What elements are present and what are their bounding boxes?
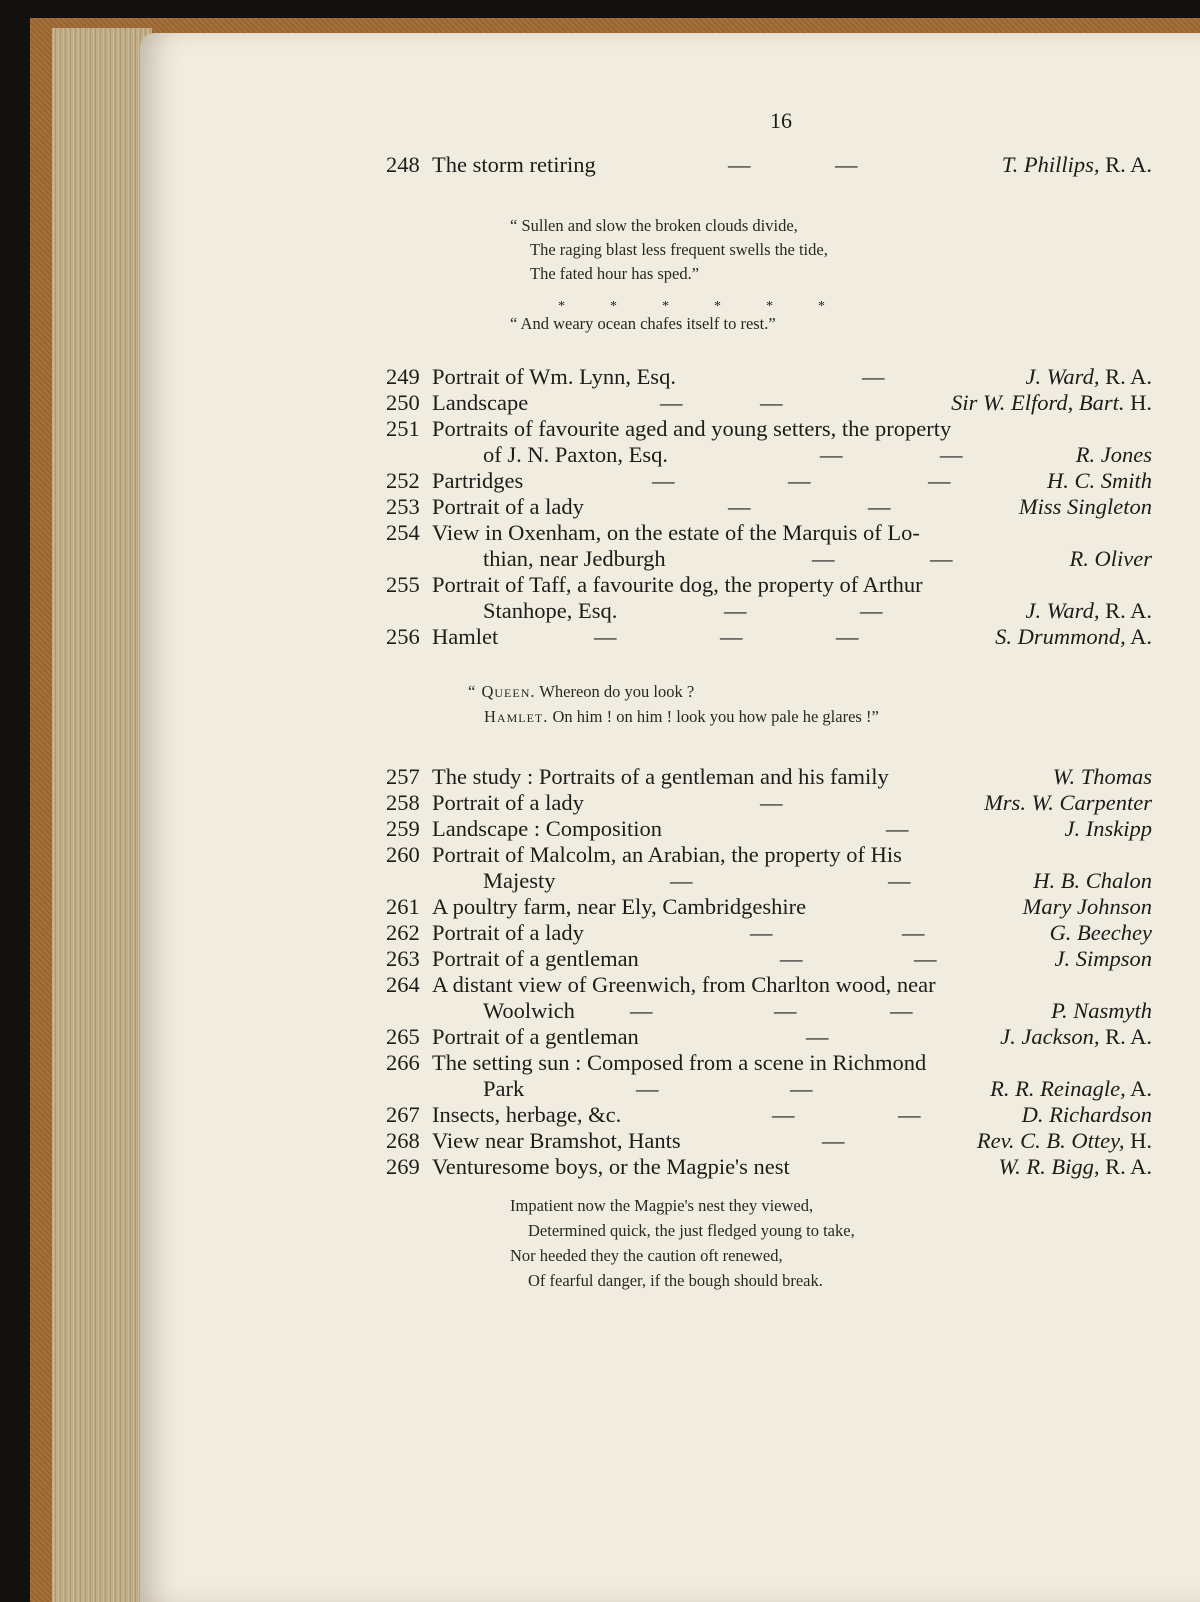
artist-name-italic: J. Ward, xyxy=(1025,364,1100,389)
entry-number: 258 xyxy=(386,790,420,815)
artist-rank: H. xyxy=(1124,390,1152,415)
entry-number: 249 xyxy=(386,364,420,389)
artist-name xyxy=(1026,597,1152,625)
speaker-queen: “ Queen. xyxy=(468,682,536,701)
entry-title: Partridges xyxy=(432,468,524,493)
catalogue-entry-continuation xyxy=(140,597,1200,625)
entry-number: 268 xyxy=(386,1128,420,1153)
dash-separator: — xyxy=(594,624,617,649)
dash-separator: — xyxy=(636,1076,659,1101)
dash-separator: — xyxy=(724,598,747,623)
artist-name xyxy=(1055,945,1153,973)
artist-name xyxy=(998,1153,1152,1181)
artist-name-italic: W. R. Bigg, xyxy=(998,1154,1100,1179)
artist-name-italic: J. Simpson xyxy=(1054,946,1152,971)
entry-title: Portrait of a lady xyxy=(432,920,584,945)
artist-rank: R. A. xyxy=(1099,1024,1152,1049)
dash-separator: — xyxy=(886,816,909,841)
catalogue-entry xyxy=(140,1153,1200,1181)
artist-name xyxy=(977,1127,1152,1155)
entry-title: Landscape xyxy=(432,390,529,415)
entry-number: 266 xyxy=(386,1050,420,1075)
entry-title: View near Bramshot, Hants xyxy=(432,1128,681,1153)
catalogue-entry xyxy=(140,893,1200,921)
dash-separator: — xyxy=(670,868,693,893)
artist-name xyxy=(1050,919,1152,947)
artist-name xyxy=(1051,997,1152,1025)
artist-name-italic: R. Jones xyxy=(1075,442,1152,467)
catalogue-entry xyxy=(140,467,1200,495)
entry-title-continued: Majesty xyxy=(483,868,556,893)
dash-separator: — xyxy=(888,868,911,893)
entry-number: 255 xyxy=(386,572,420,597)
star: * xyxy=(662,299,669,314)
entry-title-continued: of J. N. Paxton, Esq. xyxy=(483,442,668,467)
entry-number: 252 xyxy=(386,468,420,493)
catalogue-entry-continuation xyxy=(140,441,1200,469)
dash-separator: — xyxy=(630,998,653,1023)
catalogue-entry xyxy=(140,493,1200,521)
quote-248-line-1: “ Sullen and slow the broken clouds divide, xyxy=(510,216,798,235)
artist-name-italic: J. Inskipp xyxy=(1064,816,1152,841)
artist-name xyxy=(1033,867,1152,895)
artist-name-italic: Sir W. Elford, Bart. xyxy=(951,390,1125,415)
dash-separator: — xyxy=(890,998,913,1023)
artist-name xyxy=(1002,151,1152,179)
dash-separator: — xyxy=(790,1076,813,1101)
star: * xyxy=(766,299,773,314)
entry-title: The setting sun : Composed from a scene in Richmond xyxy=(432,1050,927,1075)
quote-256-hamlet xyxy=(484,706,879,728)
artist-name-italic: J. Ward, xyxy=(1025,598,1100,623)
entry-title-continued: Woolwich xyxy=(483,998,575,1023)
catalogue-entry xyxy=(140,389,1200,417)
catalogue-entry xyxy=(140,1101,1200,1129)
page-number: 16 xyxy=(770,108,792,133)
entry-title-continued: Stanhope, Esq. xyxy=(483,598,618,623)
catalogue-entry-continuation xyxy=(140,997,1200,1025)
quote-269-line-2: Determined quick, the just fledged young to take, xyxy=(528,1221,855,1240)
entry-number: 265 xyxy=(386,1024,420,1049)
quote-269-line-3: Nor heeded they the caution oft renewed, xyxy=(510,1246,783,1265)
entry-title: Insects, herbage, &c. xyxy=(432,1102,622,1127)
entry-title: Portrait of a gentleman xyxy=(432,946,639,971)
entry-number: 269 xyxy=(386,1154,420,1179)
artist-name-italic: R. Oliver xyxy=(1069,546,1152,571)
artist-rank: H. xyxy=(1124,1128,1152,1153)
entry-number: 254 xyxy=(386,520,420,545)
dash-separator: — xyxy=(835,152,858,177)
entry-number: 261 xyxy=(386,894,420,919)
entry-title: Portrait of Taff, a favourite dog, the property of Arthur xyxy=(432,572,923,597)
quote-248-line-4: “ And weary ocean chafes itself to rest.” xyxy=(510,314,776,333)
artist-name xyxy=(1000,1023,1152,1051)
queen-line: Whereon do you look ? xyxy=(535,682,695,701)
catalogue-entry xyxy=(140,789,1200,817)
catalogue-entry xyxy=(140,1127,1200,1155)
entry-number: 257 xyxy=(386,764,420,789)
dash-separator: — xyxy=(860,598,883,623)
dash-separator: — xyxy=(728,152,751,177)
entry-number: 264 xyxy=(386,972,420,997)
entry-number: 259 xyxy=(386,816,420,841)
quote-269-line-1: Impatient now the Magpie's nest they viewed, xyxy=(510,1196,814,1215)
entry-title: Hamlet xyxy=(432,624,499,649)
entry-title: Portrait of a lady xyxy=(432,790,584,815)
catalogue-entry xyxy=(140,763,1200,791)
dash-separator: — xyxy=(788,468,811,493)
catalogue-entry xyxy=(140,623,1200,651)
artist-name xyxy=(990,1075,1152,1103)
dash-separator: — xyxy=(820,442,843,467)
catalogue-entry xyxy=(140,151,1200,179)
quote-248-line-2: The raging blast less frequent swells the tide, xyxy=(530,240,828,259)
artist-name-italic: T. Phillips, xyxy=(1001,152,1100,177)
artist-name xyxy=(1053,763,1152,791)
entry-number: 253 xyxy=(386,494,420,519)
artist-name xyxy=(1023,893,1152,921)
catalogue-entry xyxy=(140,571,1200,599)
dash-separator: — xyxy=(660,390,683,415)
dash-separator: — xyxy=(720,624,743,649)
catalogue-entry xyxy=(140,519,1200,547)
entry-number: 248 xyxy=(386,152,420,177)
artist-name-italic: H. B. Chalon xyxy=(1033,868,1152,893)
dash-separator: — xyxy=(760,390,783,415)
dash-separator: — xyxy=(868,494,891,519)
catalogue-entry xyxy=(140,815,1200,843)
dash-separator: — xyxy=(774,998,797,1023)
catalogue-entry-continuation xyxy=(140,1075,1200,1103)
dash-separator: — xyxy=(914,946,937,971)
entry-number: 263 xyxy=(386,946,420,971)
artist-rank: R. A. xyxy=(1099,598,1152,623)
artist-name-italic: G. Beechey xyxy=(1049,920,1152,945)
page-edges xyxy=(52,28,152,1602)
catalogue-entry xyxy=(140,1023,1200,1051)
catalogue-entry xyxy=(140,919,1200,947)
catalogue-entry xyxy=(140,945,1200,973)
artist-rank: R. A. xyxy=(1099,152,1152,177)
catalogue-entry xyxy=(140,971,1200,999)
hamlet-line: On him ! on him ! look you how pale he glares !” xyxy=(548,707,879,726)
artist-name-italic: Mary Johnson xyxy=(1022,894,1152,919)
speaker-hamlet: Hamlet. xyxy=(484,707,549,726)
entry-title: Portraits of favourite aged and young setters, the property xyxy=(432,416,952,441)
artist-name xyxy=(984,789,1152,817)
quote-248-line-3: The fated hour has sped.” xyxy=(530,264,700,283)
quote-269-line-4: Of fearful danger, if the bough should break. xyxy=(528,1271,823,1290)
entry-title: The study : Portraits of a gentleman and his family xyxy=(432,764,889,789)
artist-name-italic: P. Nasmyth xyxy=(1051,998,1152,1023)
catalogue-entry xyxy=(140,1049,1200,1077)
entry-title: The storm retiring xyxy=(432,152,596,177)
dash-separator: — xyxy=(902,920,925,945)
entry-title: A poultry farm, near Ely, Cambridgeshire xyxy=(432,894,807,919)
dash-separator: — xyxy=(928,468,951,493)
entry-title: View in Oxenham, on the estate of the Marquis of Lo- xyxy=(432,520,920,545)
catalogue-entry xyxy=(140,363,1200,391)
artist-name-italic: Mrs. W. Carpenter xyxy=(984,790,1152,815)
star: * xyxy=(714,299,721,314)
artist-rank: R. A. xyxy=(1099,1154,1152,1179)
dash-separator: — xyxy=(940,442,963,467)
artist-name xyxy=(1019,493,1152,521)
artist-name xyxy=(1070,545,1152,573)
dash-separator: — xyxy=(898,1102,921,1127)
dash-separator: — xyxy=(652,468,675,493)
book-page xyxy=(140,33,1200,1602)
quote-256-queen xyxy=(468,681,694,703)
artist-name xyxy=(1022,1101,1152,1129)
catalogue-entry-continuation xyxy=(140,867,1200,895)
dash-separator: — xyxy=(930,546,953,571)
entry-title: A distant view of Greenwich, from Charlton wood, near xyxy=(432,972,936,997)
artist-name-italic: S. Drummond, xyxy=(995,624,1126,649)
artist-name xyxy=(1076,441,1152,469)
dash-separator: — xyxy=(750,920,773,945)
entry-title: Venturesome boys, or the Magpie's nest xyxy=(432,1154,790,1179)
dash-separator: — xyxy=(772,1102,795,1127)
artist-rank: A. xyxy=(1125,1076,1152,1101)
artist-name xyxy=(1026,363,1152,391)
entry-title: Portrait of Malcolm, an Arabian, the property of His xyxy=(432,842,902,867)
entry-title: Portrait of a gentleman xyxy=(432,1024,639,1049)
artist-name xyxy=(1065,815,1152,843)
artist-name-italic: H. C. Smith xyxy=(1046,468,1152,493)
artist-name-italic: Miss Singleton xyxy=(1018,494,1152,519)
entry-title-continued: Park xyxy=(483,1076,525,1101)
dash-separator: — xyxy=(728,494,751,519)
star: * xyxy=(818,299,825,314)
dash-separator: — xyxy=(812,546,835,571)
artist-name-italic: D. Richardson xyxy=(1021,1102,1152,1127)
entry-number: 267 xyxy=(386,1102,420,1127)
artist-rank: A. xyxy=(1125,624,1152,649)
dash-separator: — xyxy=(760,790,783,815)
dash-separator: — xyxy=(780,946,803,971)
artist-name-italic: W. Thomas xyxy=(1052,764,1152,789)
entry-number: 262 xyxy=(386,920,420,945)
entry-number: 260 xyxy=(386,842,420,867)
entry-number: 250 xyxy=(386,390,420,415)
catalogue-entry-continuation xyxy=(140,545,1200,573)
artist-name xyxy=(995,623,1152,651)
dash-separator: — xyxy=(806,1024,829,1049)
star: * xyxy=(610,299,617,314)
artist-name-italic: J. Jackson, xyxy=(1000,1024,1100,1049)
star: * xyxy=(558,299,565,314)
dash-separator: — xyxy=(836,624,859,649)
entry-title-continued: thian, near Jedburgh xyxy=(483,546,666,571)
entry-number: 251 xyxy=(386,416,420,441)
entry-title: Landscape : Composition xyxy=(432,816,662,841)
dash-separator: — xyxy=(822,1128,845,1153)
entry-title: Portrait of a lady xyxy=(432,494,584,519)
catalogue-entry xyxy=(140,415,1200,443)
artist-name xyxy=(951,389,1152,417)
catalogue-entry xyxy=(140,841,1200,869)
entry-title: Portrait of Wm. Lynn, Esq. xyxy=(432,364,676,389)
artist-rank: R. A. xyxy=(1099,364,1152,389)
dash-separator: — xyxy=(862,364,885,389)
artist-name-italic: R. R. Reinagle, xyxy=(990,1076,1126,1101)
artist-name-italic: Rev. C. B. Ottey, xyxy=(976,1128,1125,1153)
artist-name xyxy=(1047,467,1152,495)
entry-number: 256 xyxy=(386,624,420,649)
